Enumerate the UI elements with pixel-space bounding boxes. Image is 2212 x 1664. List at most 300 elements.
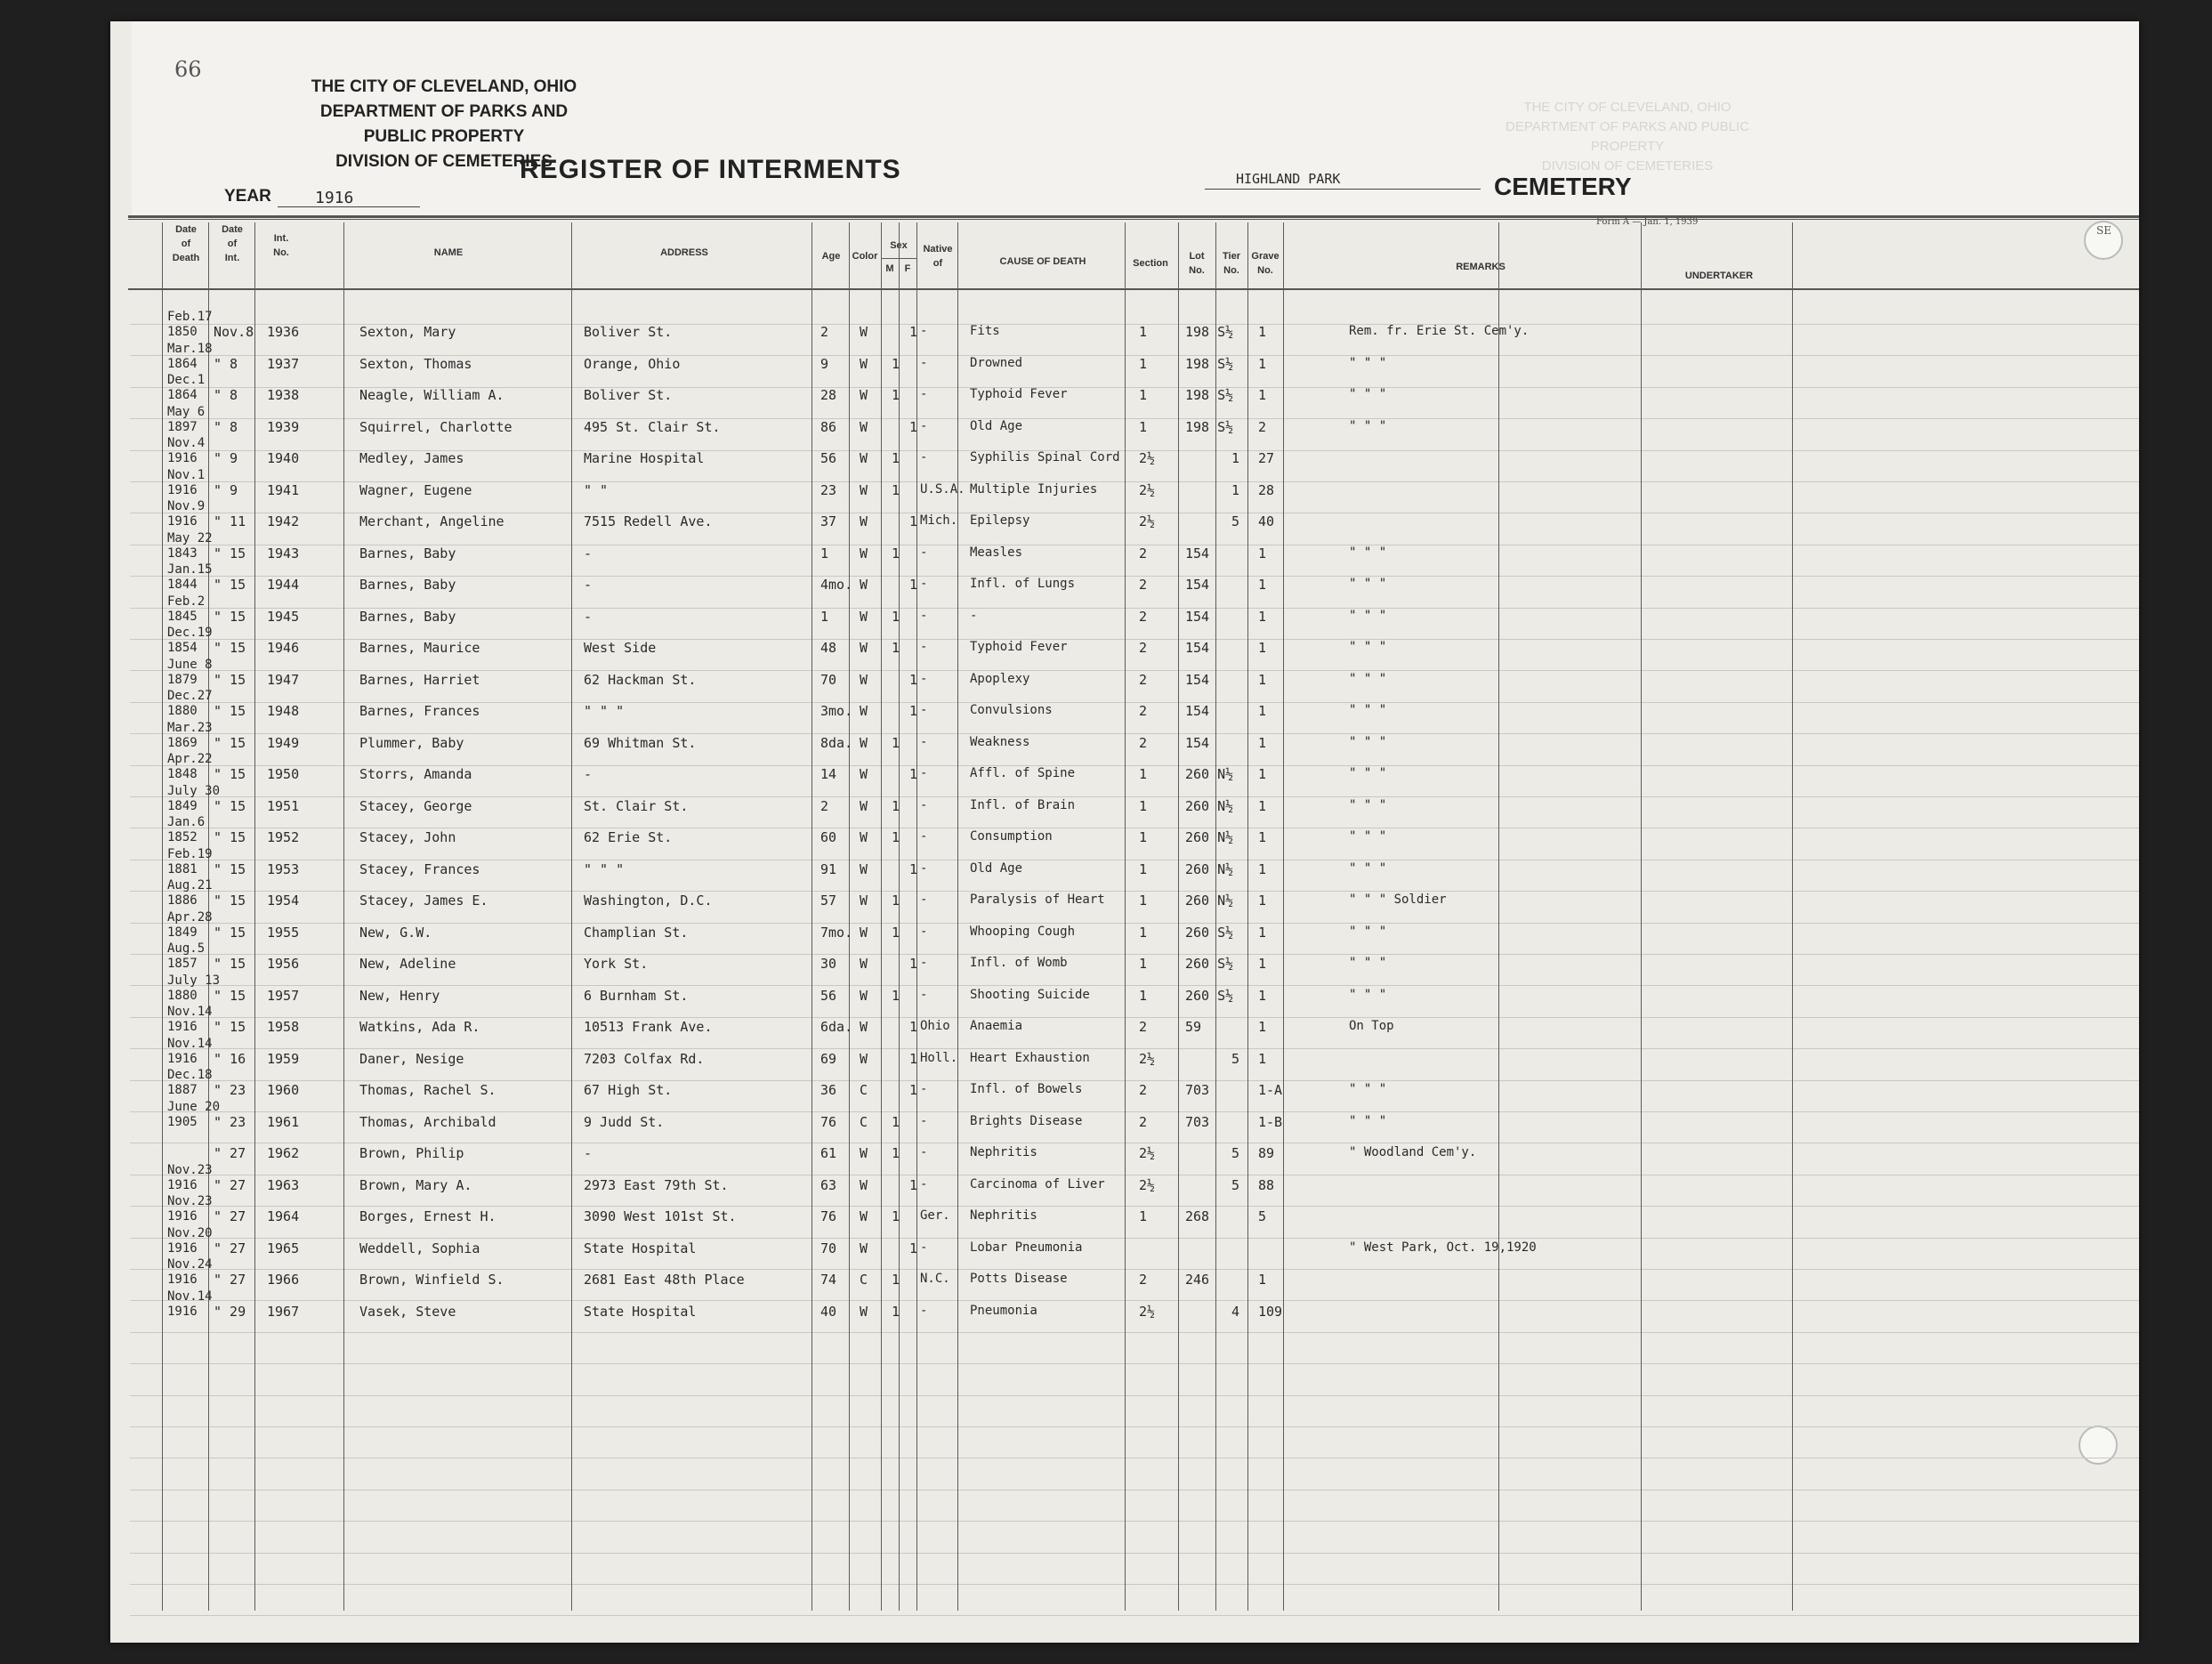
ruled-line	[130, 985, 2139, 986]
ruled-line	[130, 1206, 2139, 1207]
date-of-death	[167, 1068, 213, 1098]
cell-lot: 260 N½	[1185, 829, 1234, 845]
cell-address: 2681 East 48th Place	[584, 1272, 745, 1288]
cell-address: " " "	[584, 860, 625, 877]
page-number: 66	[174, 57, 202, 82]
cell-address: 69 Whitman St.	[584, 734, 697, 751]
date-of-death	[167, 1257, 213, 1288]
cell-int-no: 1960	[267, 1082, 300, 1098]
date-of-death	[167, 342, 213, 372]
header-bottom-rule	[128, 288, 2139, 290]
date-of-death-day: Dec.1	[167, 373, 206, 387]
cell-int-no: 1954	[267, 893, 300, 909]
cell-int-no: 1938	[267, 387, 300, 403]
cell-int-no: 1964	[267, 1208, 300, 1224]
ruled-line	[130, 1332, 2139, 1333]
cell-section: 1	[1139, 829, 1148, 845]
cell-int-no: 1953	[267, 860, 300, 877]
cell-lot: 198 S½	[1185, 418, 1234, 435]
cell-name: New, Adeline	[359, 956, 456, 972]
date-of-death-year: 1916	[167, 1272, 198, 1287]
cell-doi: " 15	[214, 608, 246, 625]
cell-f: 1	[909, 324, 918, 340]
cell-doi: " 8	[214, 387, 238, 403]
cell-age: 91	[820, 860, 837, 877]
cell-name: Medley, James	[359, 450, 464, 466]
date-of-death	[167, 1226, 213, 1256]
cell-age: 1	[820, 608, 829, 625]
date-of-death-day: Nov.1	[167, 467, 206, 482]
cell-grave: 28	[1258, 481, 1275, 498]
cell-color: W	[860, 893, 868, 909]
cell-native: -	[920, 608, 928, 623]
cell-age: 70	[820, 671, 837, 688]
date-of-death-year: 1916	[167, 482, 198, 497]
header-rule	[128, 219, 2139, 220]
cell-native: -	[920, 1240, 928, 1255]
cell-color: C	[860, 1113, 868, 1130]
cell-address: 7515 Redell Ave.	[584, 513, 713, 529]
cell-lot: 260 N½	[1185, 797, 1234, 814]
cell-native: Ohio	[920, 1019, 950, 1033]
cell-cause: Nephritis	[970, 1145, 1037, 1159]
col-sex-m: M	[885, 263, 894, 274]
cell-address: Washington, D.C.	[584, 893, 713, 909]
cell-native: -	[920, 545, 928, 560]
cell-section: 2	[1139, 608, 1148, 625]
cell-remarks: On Top	[1349, 1019, 1394, 1033]
cell-native: N.C.	[920, 1272, 950, 1286]
cell-grave: 1	[1258, 829, 1267, 845]
cell-int-no: 1946	[267, 640, 300, 656]
cell-name: Thomas, Rachel S.	[359, 1082, 496, 1098]
cell-color: W	[860, 481, 868, 498]
cell-lot: 246	[1185, 1272, 1210, 1288]
date-of-death	[167, 436, 205, 466]
date-of-death-year: 1880	[167, 988, 198, 1003]
cell-f: 1	[909, 703, 918, 719]
cell-color: W	[860, 1303, 868, 1320]
date-of-death-day: July 13	[167, 973, 221, 988]
column-rule	[571, 222, 572, 1611]
column-rule	[162, 222, 163, 1611]
cell-doi: " 15	[214, 987, 246, 1004]
date-of-death-year: 1869	[167, 735, 198, 750]
column-rule	[1792, 222, 1793, 1611]
date-of-death-year: 1887	[167, 1083, 198, 1097]
department-line: DEPARTMENT OF PARKS AND PUBLIC PROPERTY	[319, 102, 569, 146]
cell-grave: 1	[1258, 734, 1267, 751]
cell-name: Borges, Ernest H.	[359, 1208, 496, 1224]
cell-grave: 1	[1258, 956, 1267, 972]
cell-name: Squirrel, Charlotte	[359, 418, 513, 435]
column-rule	[849, 222, 850, 1611]
cell-lot: 59	[1185, 1019, 1202, 1035]
cell-name: Sexton, Mary	[359, 324, 456, 340]
cell-section: 1	[1139, 860, 1148, 877]
cell-cause: Epilepsy	[970, 513, 1030, 528]
cell-lot: 268	[1185, 1208, 1210, 1224]
cell-age: 48	[820, 640, 837, 656]
cell-int-no: 1961	[267, 1113, 300, 1130]
cell-m: 1	[892, 387, 900, 403]
cell-int-no: 1956	[267, 956, 300, 972]
cell-name: Thomas, Archibald	[359, 1113, 496, 1130]
cell-tier: 5	[1231, 513, 1240, 529]
cell-age: 74	[820, 1272, 837, 1288]
cell-grave: 109	[1258, 1303, 1283, 1320]
form-note: Form A — Jan. 1, 1939	[1596, 217, 1699, 227]
date-of-death	[167, 499, 205, 529]
cell-name: Barnes, Maurice	[359, 640, 480, 656]
cell-cause: Heart Exhaustion	[970, 1050, 1090, 1065]
cell-address: -	[584, 577, 593, 593]
ruled-line	[130, 1584, 2139, 1585]
cell-int-no: 1942	[267, 513, 300, 529]
cell-section: 2	[1139, 640, 1148, 656]
date-of-death	[167, 594, 205, 625]
cell-lot: 260 N½	[1185, 766, 1234, 782]
cell-address: " "	[584, 481, 609, 498]
cell-doi: " 15	[214, 860, 246, 877]
cell-grave: 1	[1258, 1272, 1267, 1288]
cell-section: 1	[1139, 418, 1148, 435]
cell-cause: Infl. of Brain	[970, 797, 1076, 812]
col-lot-no: Lot No.	[1189, 251, 1205, 276]
ruled-line	[130, 1048, 2139, 1049]
ruled-line	[130, 954, 2139, 955]
cell-grave: 89	[1258, 1145, 1275, 1161]
cell-doi: " 23	[214, 1113, 246, 1130]
date-of-death-year: 1916	[167, 1240, 198, 1256]
cell-address: State Hospital	[584, 1303, 697, 1320]
cell-native: -	[920, 860, 928, 876]
cell-doi: " 15	[214, 766, 246, 782]
cell-remarks: " " "	[1349, 387, 1387, 401]
cell-grave: 1	[1258, 703, 1267, 719]
date-of-death	[167, 815, 205, 845]
cell-address: Champlian St.	[584, 924, 689, 941]
col-age: Age	[821, 251, 841, 262]
cell-remarks: Rem. fr. Erie St. Cem'y.	[1349, 324, 1530, 338]
cell-native: U.S.A.	[920, 481, 965, 497]
punch-hole-bottom	[2079, 1426, 2118, 1465]
cell-color: W	[860, 1019, 868, 1035]
cell-int-no: 1943	[267, 545, 300, 561]
date-of-death-day: Nov.23	[167, 1194, 213, 1208]
cell-grave: 1-B	[1258, 1113, 1283, 1130]
cell-age: 23	[820, 481, 837, 498]
date-of-death	[167, 373, 205, 403]
cell-m: 1	[892, 1303, 900, 1320]
cell-age: 2	[820, 324, 829, 340]
cell-address: 6 Burnham St.	[584, 987, 689, 1004]
cell-native: -	[920, 640, 928, 654]
cell-grave: 1	[1258, 577, 1267, 593]
cell-age: 76	[820, 1113, 837, 1130]
date-of-death-day: Dec.19	[167, 626, 213, 640]
cell-remarks: " " "	[1349, 418, 1387, 433]
cell-name: Plummer, Baby	[359, 734, 464, 751]
cell-m: 1	[892, 450, 900, 466]
col-remarks: REMARKS	[1456, 262, 1506, 272]
cell-remarks: " " "	[1349, 608, 1387, 623]
cell-grave: 1	[1258, 1050, 1267, 1067]
cemetery-name: HIGHLAND PARK	[1236, 171, 1341, 187]
date-of-death-day: Aug.5	[167, 941, 206, 956]
cell-color: W	[860, 387, 868, 403]
cell-grave: 1	[1258, 766, 1267, 782]
cell-address: -	[584, 608, 593, 625]
cell-int-no: 1967	[267, 1303, 300, 1320]
date-of-death-day: Feb.2	[167, 594, 206, 609]
cell-int-no: 1949	[267, 734, 300, 751]
cell-cause: Affl. of Spine	[970, 766, 1076, 780]
cell-int-no: 1955	[267, 924, 300, 941]
cell-age: 61	[820, 1145, 837, 1161]
cell-doi: " 15	[214, 577, 246, 593]
cell-f: 1	[909, 1176, 918, 1193]
cell-native: -	[920, 829, 928, 844]
date-of-death	[167, 531, 213, 561]
cell-native: -	[920, 797, 928, 812]
cell-lot: 260 S½	[1185, 956, 1234, 972]
column-rule	[254, 222, 255, 1611]
date-of-death-day: Mar.18	[167, 341, 213, 356]
date-of-death-day: Feb.17	[167, 310, 213, 324]
cell-remarks: " " "	[1349, 797, 1387, 812]
cell-int-no: 1945	[267, 608, 300, 625]
column-rule	[957, 222, 958, 1611]
cell-native: -	[920, 956, 928, 970]
col-sex-f: F	[904, 263, 911, 274]
cell-remarks: " " "	[1349, 924, 1387, 939]
cell-native: -	[920, 766, 928, 780]
date-of-death-day: May 22	[167, 530, 213, 545]
cell-section: 2	[1139, 545, 1148, 561]
cell-grave: 1	[1258, 545, 1267, 561]
cell-address: 10513 Frank Ave.	[584, 1019, 713, 1035]
cell-color: W	[860, 829, 868, 845]
register-page	[110, 21, 2139, 1643]
cell-f: 1	[909, 860, 918, 877]
cell-f: 1	[909, 671, 918, 688]
cell-int-no: 1936	[267, 324, 300, 340]
cell-native: -	[920, 1113, 928, 1128]
cell-address: Boliver St.	[584, 324, 673, 340]
cell-section: 2	[1139, 1272, 1148, 1288]
cell-m: 1	[892, 829, 900, 845]
date-of-death-year: 1849	[167, 925, 198, 940]
cell-cause: Whooping Cough	[970, 924, 1076, 939]
cell-doi: " 15	[214, 797, 246, 814]
cell-address: St. Clair St.	[584, 797, 689, 814]
cell-native: -	[920, 418, 928, 433]
cell-name: Barnes, Baby	[359, 545, 456, 561]
cell-name: Stacey, James E.	[359, 893, 488, 909]
cell-age: 57	[820, 893, 837, 909]
cell-cause: Pneumonia	[970, 1303, 1037, 1318]
cell-color: W	[860, 671, 868, 688]
cell-f: 1	[909, 577, 918, 593]
cell-f: 1	[909, 418, 918, 435]
cell-color: W	[860, 513, 868, 529]
date-of-death-year: 1852	[167, 830, 198, 844]
cell-f: 1	[909, 1050, 918, 1067]
cell-m: 1	[892, 987, 900, 1004]
cell-cause: Apoplexy	[970, 671, 1030, 686]
division-line: DIVISION OF CEMETERIES	[335, 152, 553, 171]
cell-name: Vasek, Steve	[359, 1303, 456, 1320]
cell-section: 2	[1139, 1019, 1148, 1035]
cell-section: 1	[1139, 324, 1148, 340]
cell-grave: 5	[1258, 1208, 1267, 1224]
cell-doi: " 15	[214, 924, 246, 941]
date-of-death-year: 1849	[167, 798, 198, 813]
cell-cause: Paralysis of Heart	[970, 893, 1105, 907]
cell-f: 1	[909, 1082, 918, 1098]
date-of-death-day: Nov.24	[167, 1257, 213, 1272]
cell-address: Boliver St.	[584, 387, 673, 403]
cell-name: Barnes, Baby	[359, 608, 456, 625]
cell-section: 1	[1139, 956, 1148, 972]
cemetery-underline	[1205, 189, 1481, 190]
cell-m: 1	[892, 1145, 900, 1161]
cell-doi: " 8	[214, 355, 238, 372]
column-rule	[1247, 222, 1248, 1611]
cell-f: 1	[909, 513, 918, 529]
cell-cause: -	[970, 608, 978, 623]
date-of-death	[167, 721, 213, 751]
date-of-death-day: Jan.6	[167, 815, 206, 829]
col-color: Color	[852, 251, 878, 262]
cell-name: Daner, Nesige	[359, 1050, 464, 1067]
cell-native: -	[920, 1303, 928, 1318]
cell-color: W	[860, 450, 868, 466]
cell-section: 2	[1139, 577, 1148, 593]
col-grave-no: Grave No.	[1251, 251, 1280, 276]
cell-age: 7mo.	[820, 924, 853, 941]
cell-remarks: " " "	[1349, 860, 1387, 876]
corner-stamp: SE	[2096, 224, 2111, 237]
cell-lot: 703	[1185, 1113, 1210, 1130]
cell-m: 1	[892, 924, 900, 941]
cell-age: 28	[820, 387, 837, 403]
cell-m: 1	[892, 1272, 900, 1288]
cell-color: W	[860, 577, 868, 593]
cell-address: Orange, Ohio	[584, 355, 681, 372]
cell-address: 9 Judd St.	[584, 1113, 665, 1130]
col-date-of-int: Date of Int.	[222, 224, 243, 263]
cell-color: C	[860, 1272, 868, 1288]
cell-age: 69	[820, 1050, 837, 1067]
cell-address: -	[584, 545, 593, 561]
cell-cause: Typhoid Fever	[970, 387, 1068, 401]
cell-grave: 1	[1258, 387, 1267, 403]
city-line: THE CITY OF CLEVELAND, OHIO	[311, 77, 577, 96]
date-of-death-year: 1843	[167, 545, 198, 561]
cell-lot: 154	[1185, 671, 1210, 688]
column-rule	[1283, 222, 1284, 1611]
cell-grave: 1	[1258, 1019, 1267, 1035]
cell-section: 2	[1139, 703, 1148, 719]
cell-f: 1	[909, 766, 918, 782]
cell-cause: Brights Disease	[970, 1113, 1083, 1128]
cell-age: 60	[820, 829, 837, 845]
cell-grave: 2	[1258, 418, 1267, 435]
cell-name: Barnes, Frances	[359, 703, 480, 719]
cell-lot: 154	[1185, 577, 1210, 593]
cell-doi: " 11	[214, 513, 246, 529]
cell-doi: " 27	[214, 1272, 246, 1288]
cell-cause: Shooting Suicide	[970, 987, 1090, 1002]
cell-m: 1	[892, 797, 900, 814]
cell-remarks: " " "	[1349, 766, 1387, 780]
cell-cause: Old Age	[970, 860, 1023, 876]
cell-section: 2½	[1139, 1303, 1156, 1320]
cell-remarks: " " "	[1349, 956, 1387, 970]
cell-address: 495 St. Clair St.	[584, 418, 721, 435]
cell-lot: 260 N½	[1185, 860, 1234, 877]
cell-age: 63	[820, 1176, 837, 1193]
cell-remarks: " " "	[1349, 671, 1387, 686]
date-of-death-day: Nov.20	[167, 1225, 213, 1240]
cell-int-no: 1966	[267, 1272, 300, 1288]
cell-native: -	[920, 1082, 928, 1096]
cell-doi: " 15	[214, 956, 246, 972]
cell-name: Merchant, Angeline	[359, 513, 505, 529]
cell-native: -	[920, 1176, 928, 1191]
cell-doi: " 8	[214, 418, 238, 435]
date-of-death-day: Nov.14	[167, 1005, 213, 1019]
date-of-death-year: 1916	[167, 514, 198, 529]
cemetery-label: CEMETERY	[1494, 173, 1632, 200]
cell-section: 2½	[1139, 450, 1156, 466]
date-of-death-day: Apr.22	[167, 752, 213, 766]
cell-remarks: " " "	[1349, 1082, 1387, 1096]
cell-native: -	[920, 734, 928, 749]
cell-age: 40	[820, 1303, 837, 1320]
cell-age: 3mo.	[820, 703, 853, 719]
cell-m: 1	[892, 608, 900, 625]
cell-color: W	[860, 734, 868, 751]
cell-address: 62 Hackman St.	[584, 671, 697, 688]
cell-doi: Nov.8	[214, 324, 254, 340]
cell-section: 2	[1139, 734, 1148, 751]
cell-grave: 1	[1258, 987, 1267, 1004]
cell-color: W	[860, 1050, 868, 1067]
ruled-line	[130, 1521, 2139, 1522]
cell-color: W	[860, 766, 868, 782]
cell-section: 1	[1139, 797, 1148, 814]
cell-lot: 198 S½	[1185, 324, 1234, 340]
date-of-death-day: June 8	[167, 657, 213, 672]
cell-age: 36	[820, 1082, 837, 1098]
cell-age: 4mo.	[820, 577, 853, 593]
cell-section: 2½	[1139, 481, 1156, 498]
cell-cause: Syphilis Spinal Cord	[970, 450, 1120, 464]
cell-int-no: 1944	[267, 577, 300, 593]
ruled-line	[130, 1426, 2139, 1427]
date-of-death	[167, 910, 213, 941]
date-of-death-year: 1905	[167, 1114, 198, 1129]
cell-section: 2	[1139, 1113, 1148, 1130]
cell-lot: 154	[1185, 545, 1210, 561]
date-of-death-year: 1897	[167, 419, 198, 434]
cell-grave: 1	[1258, 324, 1267, 340]
cell-name: Sexton, Thomas	[359, 355, 472, 372]
cell-lot: 260 S½	[1185, 924, 1234, 941]
